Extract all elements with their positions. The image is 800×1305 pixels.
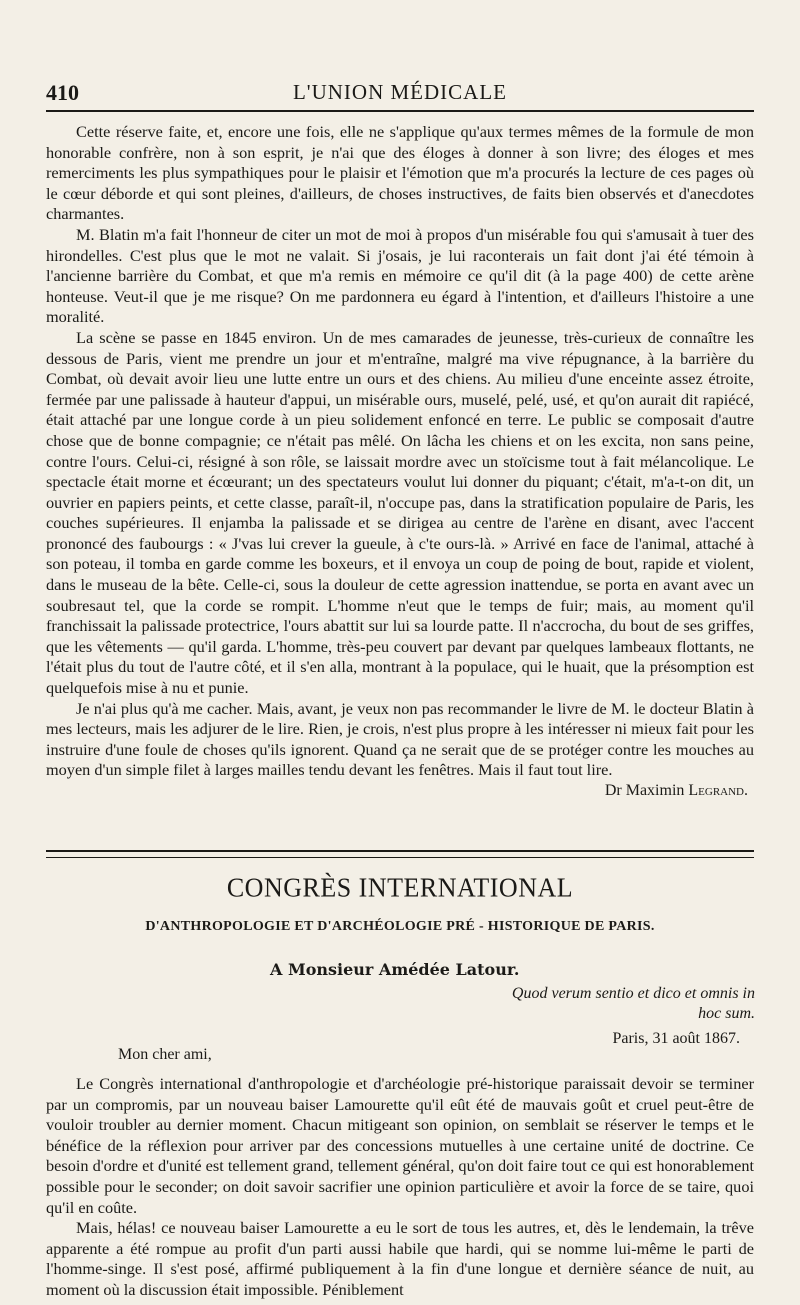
- header-rule: [46, 110, 754, 112]
- paragraph-compromis: Le Congrès international d'anthropologie et d'archéologie pré-historique paraissait devoir se terminer par un compromis, par un nouveau baiser Lamourette qu'il eût été de mauvais goût et cruel peut-être de vouloir troubler au dernier moment. Chacun mitigeant son opinion, on semblait se réserver le temps et le bénéfice de la réflexion pour arriver par des concessions mutuelles à une certaine unité de doctrine. Ce besoin d'ordre et d'unité est tellement grand, tellement général, qu'on doit faire tout ce qui est honorablement possible pour le seconder; on doit savoir sacrifier une opinion particulière et avoir la force de se taire, quoi qu'il en coûte.: [46, 1074, 754, 1217]
- letter-address: A Monsieur Amédée Latour.: [270, 960, 520, 979]
- article-congres-body: [46, 1074, 754, 1301]
- paragraph-lamourette: Mais, hélas! ce nouveau baiser Lamourette a eu le sort de tous les autres, et, dès le lendemain, la trêve apparente a été rompue au profit d'un parti aussi habile que hardi, qui se nomme lui-même le parti de l'homme-singe. Il s'est posé, affirmé publiquement à la fin d'une longue et dernière séance de nuit, au moment où la discussion était impossible. Péniblement: [46, 1218, 754, 1299]
- running-title: L'UNION MÉDICALE: [292, 80, 507, 104]
- signature-name: Legrand.: [688, 782, 748, 799]
- congres-subtitle: D'ANTHROPOLOGIE ET D'ARCHÉOLOGIE PRÉ - HISTORIQUE DE PARIS.: [145, 919, 655, 934]
- signature-prefix: Dr Maximin: [604, 782, 689, 799]
- letter-date: Paris, 31 août 1867.: [612, 1030, 740, 1047]
- paragraph-ours-story: La scène se passe en 1845 environ. Un de mes camarades de jeunesse, très-curieux de connaître les dessous de Paris, vient me prendre un jour et m'entraîne, malgré ma vive répugnance, à la barrière du Combat, où devait avoir lieu une lutte entre un ours et des chiens. Au milieu d'une enceinte assez étroite, fermée par une palissade à hauteur d'appui, un misérable ours, muselé, pelé, usé, et qu'on aurait dit rapiécé, était attaché par une longue corde à un pieu solidement enfoncé en terre. Le public se composait d'autre chose que de bonne compagnie; ce n'était pas mêlé. On lâcha les chiens et on les excita, non sans peine, contre l'ours. Celui-ci, résigné à son rôle, se laissait mordre avec un stoïcisme tout à fait mélancolique. Le spectacle était morne et écœurant; un des spectateurs voulut lui donner du piquant; c'était, m'a-t-on dit, un ouvrier en papiers peints, et cette classe, paraît-il, n'occupe pas, dans la stratification populaire de Paris, les couches supérieures. Il enjamba la palissade et se dirigea au centre de l'arène en disant, avec l'accent prononcé des faubourgs : « J'vas lui crever la gueule, à c'te ours-là. » Arrivé en face de l'animal, attaché à son poteau, il tomba en garde comme les boxeurs, et il envoya un coup de poing de bout, rapide et violent, dans le museau de la bête. Celle-ci, sous la douleur de cette agression inattendue, se porta en avant avec un soubresaut tel, que la corde se rompit. L'homme n'eut que le temps de fuir; mais, au moment qu'il franchissait la palissade protectrice, l'ours abattit sur lui sa lourde patte. Il n'accrocha, du bout de ses griffes, que les vêtements — qu'il garda. L'homme, très-peu couvert par devant par quelques lambeaux flottants, ne l'était plus du tout de l'autre côté, et il s'en alla, montrant à la populace, qui le huait, que la présomption est quelquefois mise à nu et punie.: [46, 327, 754, 698]
- article-blatin-review: [46, 122, 754, 800]
- letter-salutation: Mon cher ami,: [118, 1046, 212, 1063]
- section-divider: [46, 850, 754, 858]
- page-header: [46, 76, 754, 106]
- paragraph-reserve: Cette réserve faite, et, encore une fois, elle ne s'applique qu'aux termes mêmes de la formule de mon honorable confrère, non à son esprit, je n'ai que des éloges à donner à son livre; des éloges et mes remerciments les plus sympathiques pour le plaisir et l'émotion que m'a procurés la lecture de ces pages où le cœur déborde et qui sont pleines, d'ailleurs, de choses instructives, de faits bien observés et d'anecdotes charmantes.: [46, 122, 754, 224]
- author-signature: [46, 782, 754, 800]
- latin-epigraph: Quod verum sentio et dico et omnis in hoc sum.: [511, 985, 755, 1022]
- congres-title: CONGRÈS INTERNATIONAL: [226, 872, 574, 903]
- paragraph-conclusion: Je n'ai plus qu'à me cacher. Mais, avant, je veux non pas recommander le livre de M. le docteur Blatin à mes lecteurs, mais les adjurer de le lire. Rien, je crois, n'est plus propre à les intéresser ni mieux fait pour les instruire d'une foule de choses qu'ils ignorent. Quand ça ne serait que de se protéger contre les mouches au moyen d'un simple filet à larges mailles tendu devant les fenêtres. Mais il faut tout lire.: [46, 698, 754, 780]
- page-number: 410: [46, 80, 79, 105]
- paragraph-hirondelles: M. Blatin m'a fait l'honneur de citer un mot de moi à propos d'un misérable fou qui s'amusait à tuer des hirondelles. C'est plus que le mot ne valait. Si j'osais, je lui raconterais un fait dont j'ai été témoin à l'ancienne barrière du Combat, et que m'a remis en mémoire ce qu'il dit (à la page 400) de cette arène honteuse. Veut-il que je me risque? On me pardonnera eu égard à l'intention, et d'ailleurs l'histoire a une moralité.: [46, 224, 754, 327]
